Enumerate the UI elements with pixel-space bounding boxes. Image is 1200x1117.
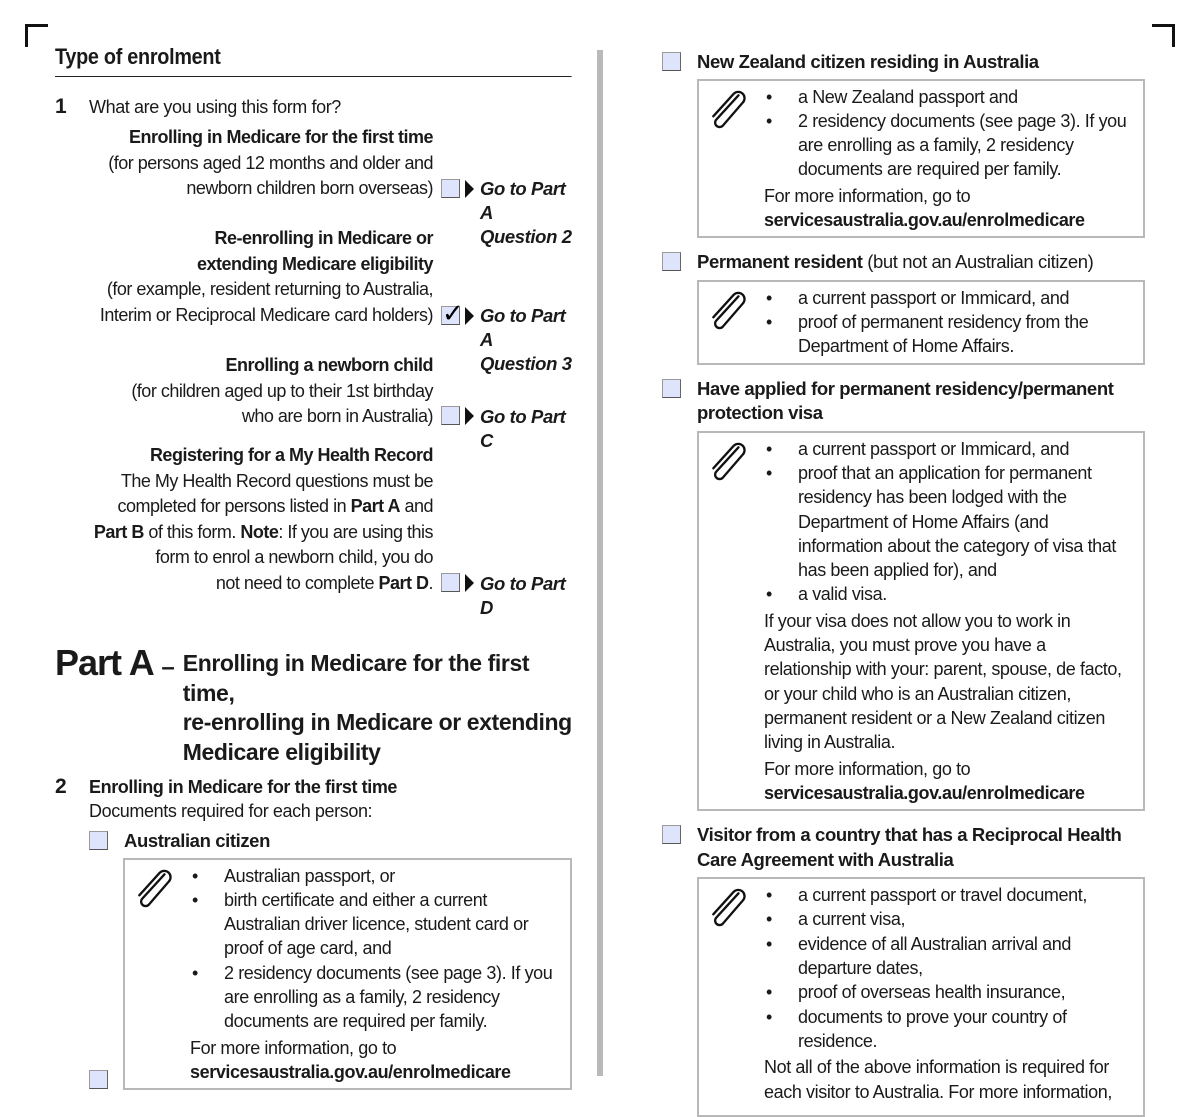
question-number: 1 [55, 95, 67, 118]
document-list: • a New Zealand passport and • 2 residency documents (see page 3). If you are enrolling as a family, 2 residency documents are required per family. [764, 85, 1135, 182]
question-number: 2 [55, 775, 67, 798]
option-title: Enrolling in Medicare for the first time [128, 127, 433, 147]
right-column [662, 50, 1147, 1117]
go-to-label: Go to Part D [480, 573, 566, 618]
category-title: Visitor from a country that has a Reciprocal Health Care Agreement with Australia [697, 824, 1122, 870]
paperclip-icon [707, 89, 749, 131]
visa-note: If your visa does not allow you to work in Australia, you must prove you have a relationship with your: parent, spouse, de facto, or your child who is an Australian citizen, permanent resident or a New Zealand citizen living in Australia. [764, 610, 1122, 753]
paperclip-icon [707, 290, 749, 332]
category-permanent-resident: Permanent resident (but not an Australian citizen) [662, 250, 1147, 275]
part-label: Part A [55, 642, 153, 683]
question-2 [55, 775, 572, 823]
enrol-medicare-link[interactable]: servicesaustralia.gov.au/enrolmedicare [764, 782, 1085, 803]
crop-mark-top-left [25, 24, 48, 47]
checkbox-reciprocal-visitor[interactable] [662, 825, 681, 844]
question-1 [55, 95, 572, 119]
option-title: Registering for a My Health Record [149, 445, 433, 465]
document-box-reciprocal-visitor [697, 877, 1145, 1117]
enrol-medicare-link[interactable]: servicesaustralia.gov.au/enrolmedicare [190, 1061, 511, 1082]
checkbox-newborn[interactable] [441, 406, 460, 425]
option-title: extending Medicare eligibility [196, 253, 433, 274]
option-detail: (for children aged up to their 1st birthday [131, 380, 433, 401]
go-to-label: Go to Part C [480, 406, 566, 451]
option-detail: (for persons aged 12 months and older and [108, 152, 433, 173]
category-applied-pr [662, 377, 1147, 426]
category-title: Have applied for permanent residency/permanent protection visa [697, 377, 1114, 424]
paperclip-icon [133, 868, 175, 910]
paperclip-icon [707, 887, 749, 929]
option-detail: who are born in Australia) [241, 406, 433, 426]
checkbox-applied-pr[interactable] [662, 379, 681, 398]
visitor-note: Not all of the above information is required for each visitor to Australia. For more information, [764, 1057, 1112, 1102]
go-to-label: Go to Part A Question 2 [480, 178, 572, 247]
option-detail: newborn children born overseas) [186, 178, 433, 198]
document-box-australian-citizen: • Australian passport, or • birth certificate and either a current Australian driver licence, student card or proof of age card, and • 2 residency documents (see page 3). If you are enrolling as a family, 2 residency documents are required per family. For more information, go to servicesaustralia.gov.au/enrolmedicare [123, 858, 572, 1091]
arrow-icon [465, 574, 474, 592]
option-detail: Interim or Reciprocal Medicare card holders) [99, 304, 433, 325]
paperclip-icon [707, 441, 749, 483]
checkbox-first-time[interactable] [441, 179, 460, 198]
option-title: Enrolling a newborn child [225, 355, 433, 375]
checkbox-my-health-record[interactable] [441, 573, 460, 592]
document-list: • a current passport or Immicard, and • proof of permanent residency from the Department of Home Affairs. [764, 286, 1135, 359]
document-list: • a current passport or travel document, • a current visa, • evidence of all Australian arrival and departure dates, • proof of overseas health insurance, • documents to prove your country of residence. [764, 883, 1135, 1053]
option-detail: (for example, resident returning to Australia, [106, 279, 433, 299]
part-a-heading: Part A – Enrolling in Medicare for the first time, re-enrolling in Medicare or extending Medicare eligibility [55, 643, 572, 767]
category-title: New Zealand citizen residing in Australia [697, 51, 1039, 72]
arrow-icon [465, 180, 474, 198]
section-title: Type of enrolment [55, 44, 571, 77]
question-subtitle: Documents required for each person: [89, 801, 373, 821]
part-title: Enrolling in Medicare for the first time, re-enrolling in Medicare or extending Medicare eligibility [182, 650, 572, 765]
question-text: What are you using this form for? [89, 97, 341, 117]
option-my-health-record: Registering for a My Health Record The My Health Record questions must be completed for persons listed in Part A and Part B of this form. Note: If you are using this form to enrol a newborn child, you do not need to complete Part D. Go to Part D [55, 443, 572, 603]
crop-mark-top-right [1152, 24, 1175, 47]
category-title: Permanent resident [697, 251, 863, 273]
left-column [55, 44, 572, 1090]
document-list: • Australian passport, or • birth certificate and either a current Australian driver licence, student card or proof of age card, and • 2 residency documents (see page 3). If you are enrolling as a family, 2 residency documents are required per family. [190, 864, 562, 1034]
checkbox-permanent-resident[interactable] [662, 252, 681, 271]
arrow-icon [465, 407, 474, 425]
question-title: Enrolling in Medicare for the first time [89, 777, 398, 797]
category-australian-citizen [89, 829, 572, 854]
checkbox-nz-citizen[interactable] [662, 52, 681, 71]
checkbox-re-enrolling-checked[interactable] [441, 306, 460, 325]
category-nz-citizen [662, 50, 1147, 75]
enrol-medicare-link[interactable]: servicesaustralia.gov.au/enrolmedicare [764, 209, 1085, 230]
arrow-icon [465, 307, 474, 325]
option-newborn [55, 353, 572, 451]
checkbox-next-category[interactable] [89, 1070, 108, 1089]
document-box-nz-citizen: • a New Zealand passport and • 2 residency documents (see page 3). If you are enrolling as a family, 2 residency documents are required per family. For more information, go to servicesaustralia.gov.au/enrolmedicare [697, 79, 1145, 239]
category-reciprocal-visitor [662, 823, 1147, 872]
document-box-permanent-resident [697, 280, 1145, 365]
option-title: Re-enrolling in Medicare or [214, 228, 433, 248]
go-to-label: Go to Part A Question 3 [480, 305, 572, 374]
document-box-applied-pr: • a current passport or Immicard, and • proof that an application for permanent residency has been lodged with the Department of Home Affairs (and information about the category of visa that has been applied for), and • a valid visa. If your visa does not allow you to work in Australia, you must prove you have a relationship with your: parent, spouse, de facto, or your child who is an Australian citizen, permanent resident or a New Zealand citizen living in Australia. For more information, go to servicesaustralia.gov.au/enrolmedicare [697, 431, 1145, 811]
checkbox-australian-citizen[interactable] [89, 831, 108, 850]
document-list: • a current passport or Immicard, and • proof that an application for permanent residency has been lodged with the Department of Home Affairs (and information about the category of visa that has been applied for), and • a valid visa. [764, 437, 1135, 607]
column-divider [597, 50, 603, 1076]
category-title: Australian citizen [124, 830, 270, 851]
